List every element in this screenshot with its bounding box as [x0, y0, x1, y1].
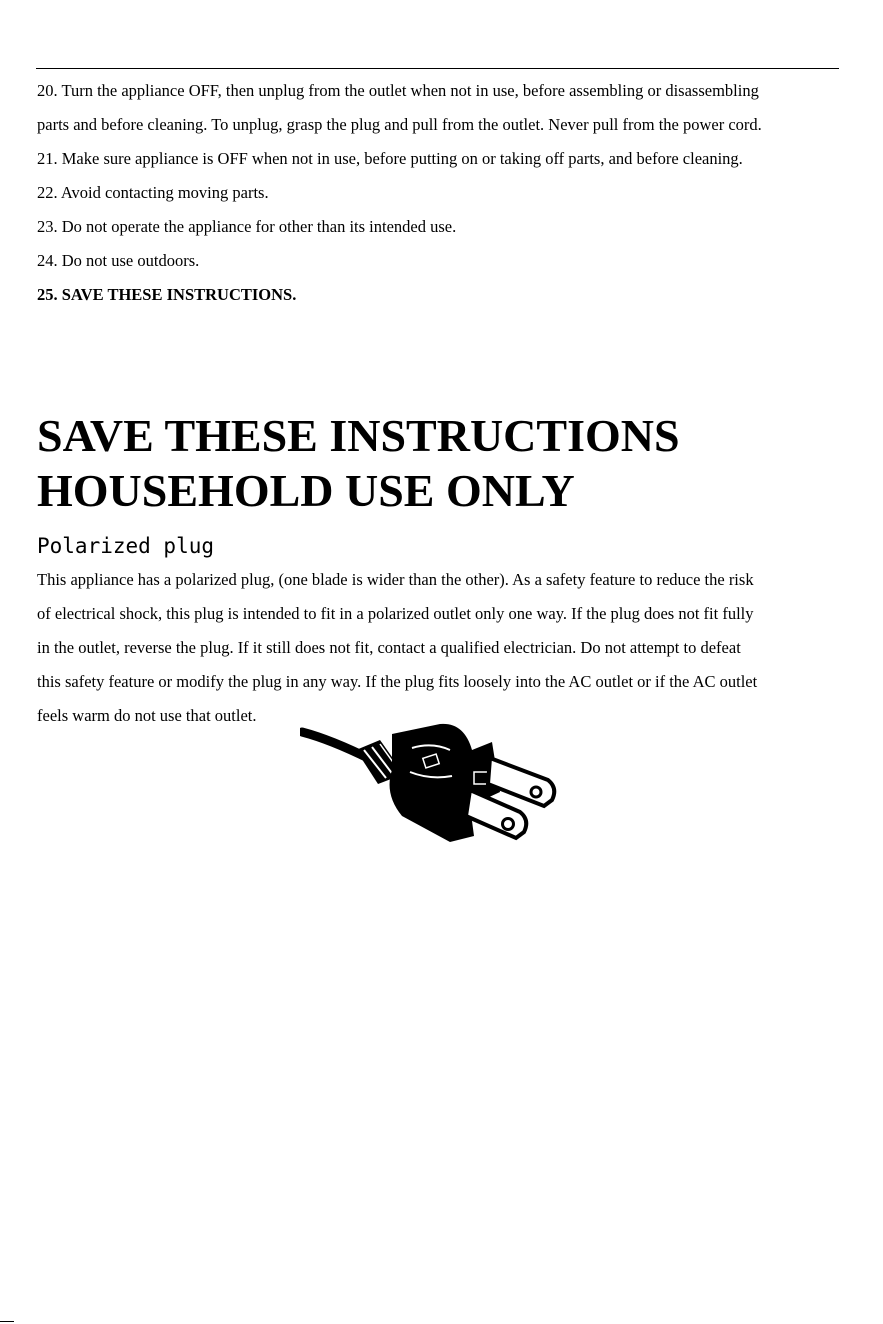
paragraph-line: in the outlet, reverse the plug. If it still does not fit, contact a qualified electrician. Do not attempt to defeat	[37, 638, 741, 657]
heading-line-save: SAVE THESE INSTRUCTIONS	[37, 410, 680, 461]
corner-mark	[0, 1321, 14, 1322]
instruction-line: 23. Do not operate the appliance for other than its intended use.	[37, 217, 457, 236]
page-heading	[37, 408, 680, 518]
instruction-line: 25. SAVE THESE INSTRUCTIONS.	[37, 285, 297, 304]
polarized-plug-icon	[300, 720, 562, 844]
paragraph-line: This appliance has a polarized plug, (one blade is wider than the other). As a safety feature to reduce the risk	[37, 570, 754, 589]
instruction-line: 21. Make sure appliance is OFF when not in use, before putting on or taking off parts, and before cleaning.	[37, 149, 743, 168]
top-rule	[36, 68, 839, 69]
paragraph-line: this safety feature or modify the plug in any way. If the plug fits loosely into the AC outlet or if the AC outlet	[37, 672, 758, 691]
polarized-plug-paragraph	[37, 565, 847, 735]
section-title: Polarized plug	[37, 534, 215, 558]
instruction-line: 20. Turn the appliance OFF, then unplug from the outlet when not in use, before assembling or disassembling	[37, 81, 759, 100]
instruction-list	[37, 77, 847, 315]
paragraph-line: feels warm do not use that outlet.	[37, 706, 257, 725]
paragraph-line: of electrical shock, this plug is intended to fit in a polarized outlet only one way. If the plug does not fit fully	[37, 604, 754, 623]
instruction-line: parts and before cleaning. To unplug, grasp the plug and pull from the outlet. Never pull from the power cord.	[37, 115, 762, 134]
instruction-line: 24. Do not use outdoors.	[37, 251, 200, 270]
instruction-line: 22. Avoid contacting moving parts.	[37, 183, 269, 202]
heading-line-household: HOUSEHOLD USE ONLY	[37, 465, 575, 516]
